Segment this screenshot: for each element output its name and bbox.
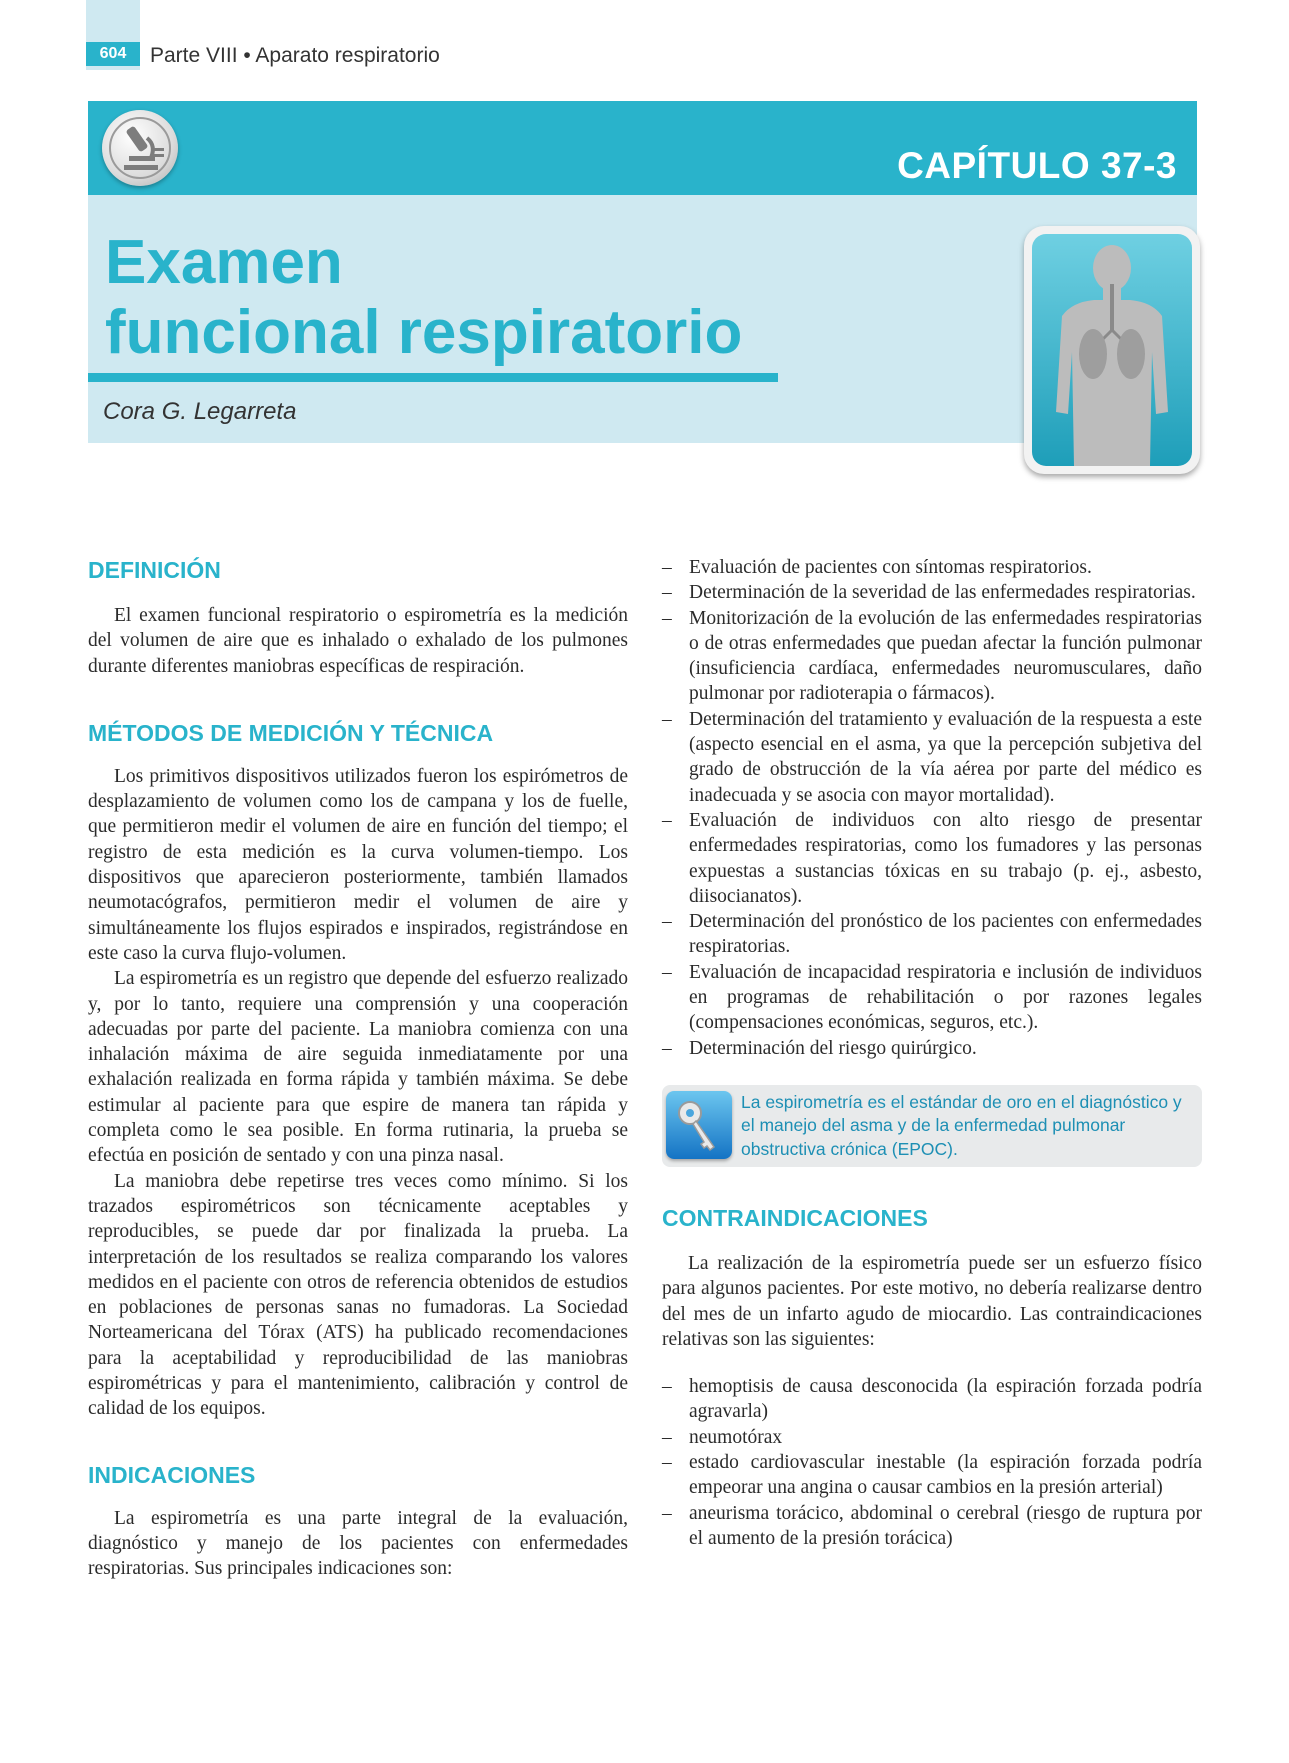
left-column	[88, 555, 628, 1582]
list-item: – Evaluación de pacientes con síntomas respiratorios.	[662, 555, 1202, 580]
metodos-paragraph-2: La espirometría es un registro que depende del esfuerzo realizado y, por lo tanto, requiere una comprensión y una cooperación adecuadas por parte del paciente. La maniobra comienza con una inhalación máxima de aire seguida inmediatamente por una exhalación realizada en forma rápida y también máxima. Se debe estimular al paciente para que espire de manera tan rápida y completa como le sea posible. En forma rutinaria, la prueba se efectúa en posición de sentado y con una pinza nasal.	[88, 968, 628, 1167]
key-point-box	[662, 1085, 1202, 1167]
list-item: – neumotórax	[662, 1425, 1202, 1450]
list-item: – Determinación del tratamiento y evaluación de la respuesta a este (aspecto esencial en el asma, ya que la percepción subjetiva del grado de obstrucción de la vía aérea por parte del médico es inadecuada y se asocia con mayor mortalidad).	[662, 707, 1202, 808]
running-head: Parte VIII • Aparato respiratorio	[150, 44, 440, 67]
list-item: – Determinación del pronóstico de los pacientes con enfermedades respiratorias.	[662, 909, 1202, 960]
list-item: – Determinación del riesgo quirúrgico.	[662, 1036, 1202, 1061]
chapter-title-line-2: funcional respiratorio	[105, 298, 743, 367]
key-point-text: La espirometría es el estándar de oro en el diagnóstico y el manejo del asma y de la enfermedad pulmonar obstructiva crónica (EPOC).	[741, 1091, 1182, 1159]
contraindicaciones-list	[662, 1374, 1202, 1551]
author: Cora G. Legarreta	[103, 398, 297, 425]
list-item: – Evaluación de incapacidad respiratoria e inclusión de individuos en programas de rehabilitación o por razones legales (compensaciones económicas, seguros, etc.).	[662, 960, 1202, 1036]
title-rule	[88, 373, 778, 382]
list-item: – aneurisma torácico, abdominal o cerebral (riesgo de ruptura por el aumento de la presión torácica)	[662, 1501, 1202, 1552]
section-heading-indicaciones: INDICACIONES	[88, 1461, 256, 1488]
section-heading-definicion: DEFINICIÓN	[88, 557, 221, 583]
respiratory-figure	[1024, 226, 1200, 474]
page-number: 604	[86, 42, 140, 66]
chapter-banner	[88, 101, 1197, 195]
microscope-icon	[102, 110, 178, 186]
indicaciones-intro: La espirometría es una parte integral de la evaluación, diagnóstico y manejo de los pacientes con enfermedades respiratorias. Sus principales indicaciones son:	[88, 1507, 628, 1580]
list-item: – Determinación de la severidad de las enfermedades respiratorias.	[662, 580, 1202, 605]
indicaciones-list	[662, 555, 1202, 1061]
right-column	[662, 555, 1202, 1551]
contraindicaciones-paragraph: La realización de la espirometría puede ser un esfuerzo físico para algunos pacientes. Por este motivo, no debería realizarse dentro del mes de un infarto agudo de miocardio. Las contraindicaciones relativas son las siguientes:	[662, 1252, 1202, 1350]
metodos-paragraph-3: La maniobra debe repetirse tres veces como mínimo. Si los trazados espirométricos son técnicamente aceptables y reproducibles, se puede dar por finalizada la prueba. La interpretación de los resultados se realiza comparando los valores medidos en el paciente con otros de referencia obtenidos de estudios en poblaciones de personas sanas no fumadoras. La Sociedad Norteamericana del Tórax (ATS) ha publicado recomendaciones para la aceptabilidad y reproducibilidad de las maniobras espirométricas y para el mantenimiento, calibración y control de calidad de los equipos.	[88, 1170, 628, 1420]
chapter-label: CAPÍTULO 37-3	[897, 145, 1177, 186]
key-icon	[666, 1091, 732, 1159]
definicion-paragraph: El examen funcional respiratorio o espirometría es la medición del volumen de aire que es inhalado o exhalado de los pulmones durante diferentes maniobras específicas de respiración.	[88, 605, 628, 677]
list-item: – Evaluación de individuos con alto riesgo de presentar enfermedades respiratorias, como los fumadores y las personas expuestas a sustancias tóxicas en su trabajo (p. ej., asbesto, diisocianatos).	[662, 808, 1202, 909]
list-item: – hemoptisis de causa desconocida (la espiración forzada podría agravarla)	[662, 1374, 1202, 1425]
list-item: – estado cardiovascular inestable (la espiración forzada podría empeorar una angina o causar cambios en la presión arterial)	[662, 1450, 1202, 1501]
section-heading-metodos: MÉTODOS DE MEDICIÓN Y TÉCNICA	[88, 719, 494, 746]
section-heading-contraindicaciones: CONTRAINDICACIONES	[662, 1204, 928, 1231]
list-item: – Monitorización de la evolución de las enfermedades respiratorias o de otras enfermedades que puedan afectar la función pulmonar (insuficiencia cardíaca, enfermedades neuromusculares, daño pulmonar por radioterapia o fármacos).	[662, 606, 1202, 707]
metodos-paragraph-1: Los primitivos dispositivos utilizados fueron los espirómetros de desplazamiento de volumen como los de campana y los de fuelle, que permitieron medir el volumen de aire en función del tiempo; el registro de esta medición es la curva volumen-tiempo. Los dispositivos que aparecieron posteriormente, también llamados neumotacógrafos, permitieron medir el volumen de aire y simultáneamente los flujos espirados e inspirados, registrándose en este caso la curva flujo-volumen.	[88, 765, 628, 964]
chapter-title-line-1: Examen	[105, 228, 343, 297]
human-respiratory-system-icon	[1032, 234, 1192, 466]
